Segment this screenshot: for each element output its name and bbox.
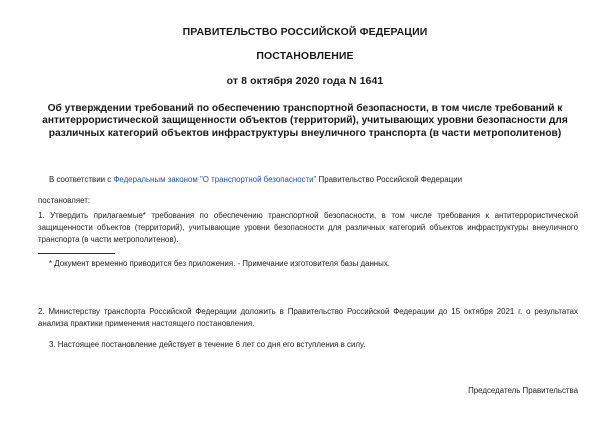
item-2-paragraph: 2. Министерству транспорта Российской Федерации доложить в Правительство Российской Федерации до 15 октября 2021 г. о результатах анализа практики применения настоящего постановления.: [38, 307, 578, 328]
intro-paragraph: [49, 174, 569, 186]
footnote-divider: [38, 253, 115, 254]
document-title: Об утверждении требований по обеспечению транспортной безопасности, в том числе требований к антитеррористической защищенности объектов (территорий), учитывающих уровни безопасности для различных категорий объектов инфраструктуры внеуличного транспорта (в части метрополитенов): [42, 103, 568, 139]
item-3-paragraph: 3. Настоящее постановление действует в течение 6 лет со дня его вступления в силу.: [49, 340, 366, 349]
item-1-paragraph: 1. Утвердить прилагаемые* требования по обеспечению транспортной безопасности, в том числе требования к антитеррористической защищенности объектов (территорий), учитывающие уровни безопасности для различных категорий объектов инфраструктуры внеуличного транспорта (в части метрополитенов).: [38, 211, 578, 244]
federal-law-link[interactable]: Федеральным законом "О транспортной безопасности": [113, 175, 317, 184]
footnote-text: * Документ временно приводится без приложения. - Примечание изготовителя базы данных.: [49, 259, 390, 268]
date-number-heading: от 8 октября 2020 года N 1641: [226, 75, 384, 87]
document-type-heading: ПОСТАНОВЛЕНИЕ: [256, 50, 354, 62]
decree-word: постановляет:: [38, 196, 91, 205]
signature-line: Председатель Правительства: [468, 386, 578, 395]
intro-text-after: Правительство Российской Федерации: [316, 175, 463, 184]
government-heading: ПРАВИТЕЛЬСТВО РОССИЙСКОЙ ФЕДЕРАЦИИ: [182, 26, 428, 38]
intro-text-before: В соответствии с: [49, 175, 114, 184]
